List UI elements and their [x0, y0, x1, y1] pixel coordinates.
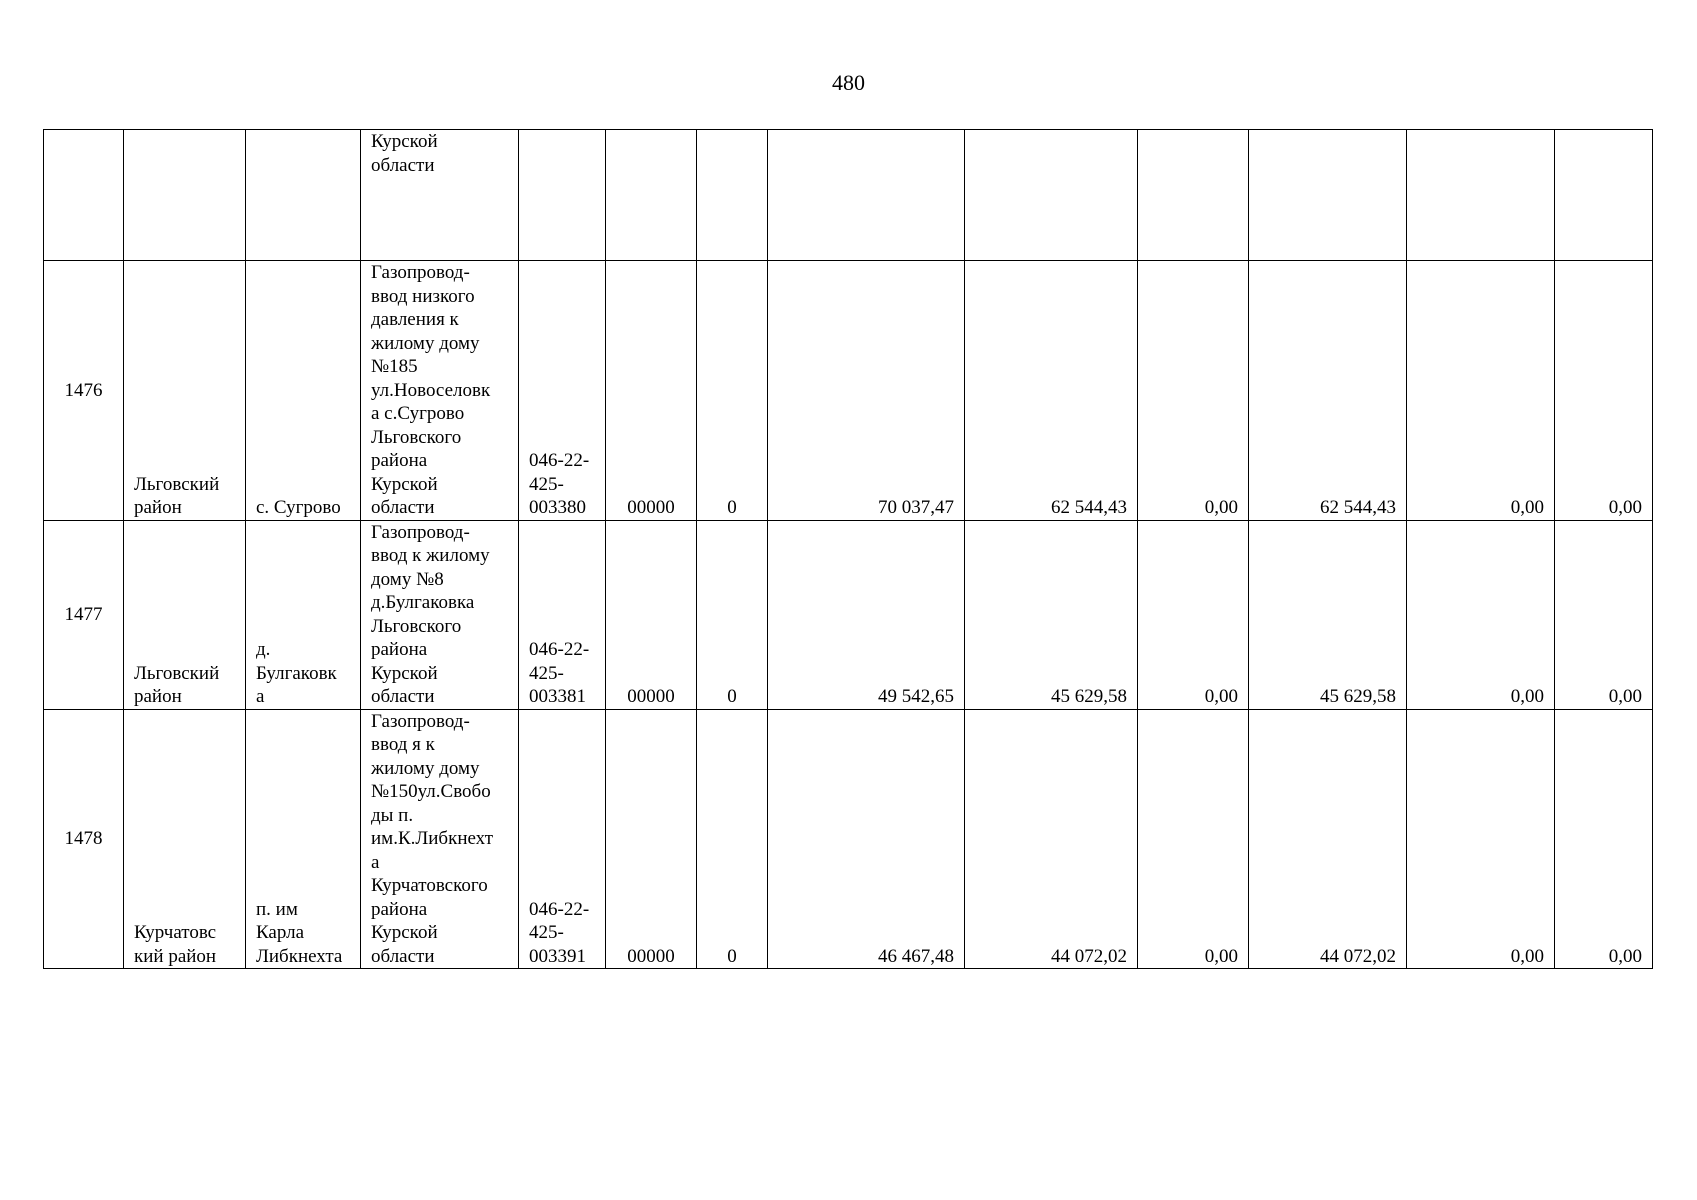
cell-description: Газопровод- ввод низкого давления к жилому дому №185 ул.Новоселовк а с.Сугрово Льговского района Курской области: [361, 261, 519, 521]
cell-district: Льговский район: [124, 261, 246, 521]
cell-num: 1477: [44, 520, 124, 709]
cell-col9: 45 629,58: [965, 520, 1138, 709]
cell-col6: 00000: [606, 709, 697, 969]
cell-col13: 0,00: [1555, 520, 1653, 709]
cell-col8: 49 542,65: [768, 520, 965, 709]
page-number: 480: [832, 70, 865, 95]
cell-col10: 0,00: [1138, 261, 1249, 521]
table-row-continuation: [44, 130, 1653, 261]
cell-settlement: с. Сугрово: [246, 261, 361, 521]
cell-col7: 0: [697, 709, 768, 969]
cell-num: 1478: [44, 709, 124, 969]
cell-col11: [1249, 130, 1407, 261]
table-row: [44, 520, 1653, 709]
cell-col13: 0,00: [1555, 709, 1653, 969]
cell-col12: [1407, 130, 1555, 261]
cell-col13: [1555, 130, 1653, 261]
cell-col8: 70 037,47: [768, 261, 965, 521]
cell-col7: 0: [697, 261, 768, 521]
cell-col7: [697, 130, 768, 261]
cell-district: Льговский район: [124, 520, 246, 709]
cell-code: [519, 130, 606, 261]
cell-col6: [606, 130, 697, 261]
cell-num: [44, 130, 124, 261]
cell-num: 1476: [44, 261, 124, 521]
cell-col8: [768, 130, 965, 261]
cell-code: 046-22- 425- 003391: [519, 709, 606, 969]
cell-col11: 62 544,43: [1249, 261, 1407, 521]
cell-col6: 00000: [606, 261, 697, 521]
cell-col11: 44 072,02: [1249, 709, 1407, 969]
cell-col12: 0,00: [1407, 261, 1555, 521]
cell-description: Газопровод- ввод я к жилому дому №150ул.Свобо ды п. им.К.Либкнехт а Курчатовского района Курской области: [361, 709, 519, 969]
cell-col9: 62 544,43: [965, 261, 1138, 521]
cell-district: [124, 130, 246, 261]
cell-col13: 0,00: [1555, 261, 1653, 521]
cell-description: Курской области: [361, 130, 519, 261]
cell-col10: 0,00: [1138, 520, 1249, 709]
registry-table: [43, 129, 1653, 969]
cell-col10: 0,00: [1138, 709, 1249, 969]
table-row: [44, 709, 1653, 969]
cell-description: Газопровод- ввод к жилому дому №8 д.Булгаковка Льговского района Курской области: [361, 520, 519, 709]
cell-code: 046-22- 425- 003380: [519, 261, 606, 521]
cell-col6: 00000: [606, 520, 697, 709]
table-row: [44, 261, 1653, 521]
cell-col8: 46 467,48: [768, 709, 965, 969]
cell-code: 046-22- 425- 003381: [519, 520, 606, 709]
cell-settlement: д. Булгаковк а: [246, 520, 361, 709]
cell-col12: 0,00: [1407, 520, 1555, 709]
cell-col9: [965, 130, 1138, 261]
cell-col9: 44 072,02: [965, 709, 1138, 969]
cell-settlement: п. им Карла Либкнехта: [246, 709, 361, 969]
cell-settlement: [246, 130, 361, 261]
cell-col10: [1138, 130, 1249, 261]
cell-district: Курчатовс кий район: [124, 709, 246, 969]
cell-col11: 45 629,58: [1249, 520, 1407, 709]
cell-col7: 0: [697, 520, 768, 709]
cell-col12: 0,00: [1407, 709, 1555, 969]
